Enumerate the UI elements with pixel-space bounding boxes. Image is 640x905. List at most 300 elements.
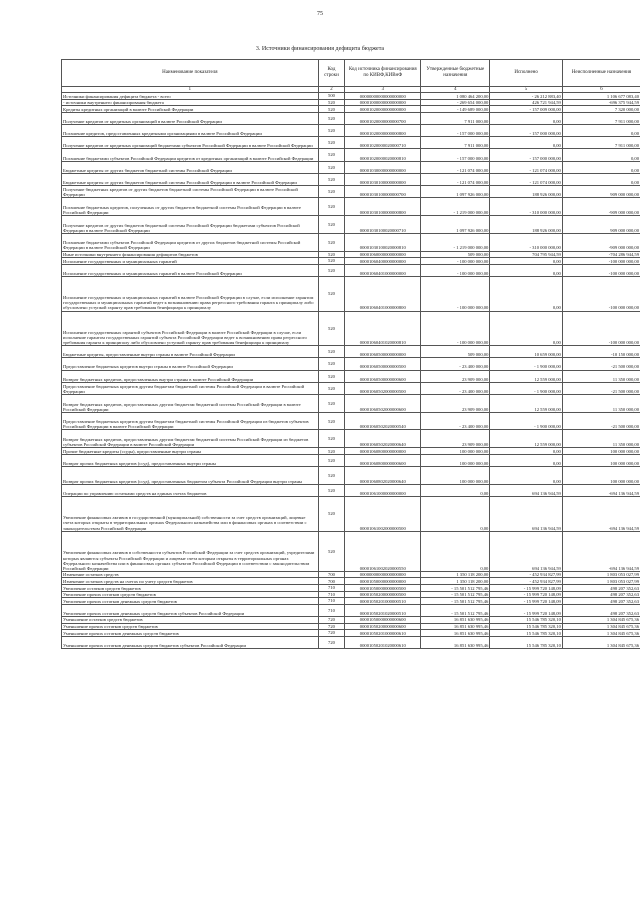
row-approved: 100 000 000,00 (421, 467, 490, 485)
table-row (62, 215, 640, 233)
row-line-code: 520 (318, 382, 345, 394)
table-row (62, 161, 640, 173)
row-source-code: 00001060502000000500 (345, 382, 421, 394)
row-source-code: 00001030100020000810 (345, 233, 421, 251)
row-line-code: 520 (318, 484, 345, 496)
row-name: Уменьшение остатков средств бюджетов (62, 616, 319, 623)
row-name: Предоставление бюджетных кредитов другим бюджетам бюджетной системы Российской Федерации из бюджетов субъектов Российской Федерации в валюте Российской Федерации (62, 412, 319, 430)
row-name: Получение кредитов от кредитных организаций бюджетами субъектов Российской Федерации в валюте Российской Федерации (62, 137, 319, 149)
row-name: - источники внутреннего финансирования бюджета (62, 99, 319, 106)
row-name: Предоставление бюджетных кредитов внутри страны в валюте Российской Федерации (62, 358, 319, 370)
row-name: Возврат бюджетных кредитов, предоставленных другим бюджетам бюджетной системы Российской Федерации из бюджетов субъектов Российской Федерации в валюте Российской Федерации (62, 430, 319, 448)
row-source-code: 00001050000000000600 (345, 616, 421, 623)
row-source-code: 00001050201000000610 (345, 630, 421, 637)
row-unexecuted: -694 136 944,59 (562, 497, 640, 532)
row-source-code: 00001030100000000700 (345, 186, 421, 198)
table-row (62, 430, 640, 448)
column-number: 2 (318, 87, 345, 93)
row-line-code: 520 (318, 99, 345, 106)
row-unexecuted: 0,00 (562, 125, 640, 137)
row-line-code: 720 (318, 623, 345, 630)
row-name: Получение кредитов от других бюджетов бюджетной системы Российской Федерации бюджетами субъектов Российской Федерации в валюте Российской Федерации (62, 215, 319, 233)
row-source-code: 00001020000000000700 (345, 112, 421, 124)
row-line-code: 710 (318, 585, 345, 592)
row-name: Получение бюджетных кредитов от других бюджетов бюджетной системы Российской Федерации в валюте Российской Федерации (62, 186, 319, 198)
row-source-code: 00001030100000000800 (345, 198, 421, 216)
row-line-code: 520 (318, 112, 345, 124)
row-line-code: 720 (318, 630, 345, 637)
header-source-code: Код источника финансирования по КИВФ,КИВнФ (345, 60, 421, 87)
row-unexecuted: -10 150 000,00 (562, 346, 640, 358)
row-approved: - 15 501 512 795,46 (421, 604, 490, 616)
table-row (62, 616, 640, 623)
row-approved: - 15 501 512 795,46 (421, 591, 490, 598)
row-line-code: 520 (318, 251, 345, 258)
row-line-code: 710 (318, 591, 345, 598)
row-approved: 100 000 000,00 (421, 454, 490, 466)
row-source-code: 00001060000000000000 (345, 251, 421, 258)
row-line-code: 710 (318, 604, 345, 616)
table-row (62, 571, 640, 578)
row-approved: - 100 000 000,00 (421, 311, 490, 346)
row-executed: - 310 000 000,00 (490, 233, 563, 251)
row-source-code: 00001050000000000000 (345, 578, 421, 585)
row-line-code: 720 (318, 636, 345, 648)
table-body (62, 93, 640, 649)
row-executed: 15 546 785 320,10 (490, 623, 563, 630)
row-executed: 12 559 000,00 (490, 430, 563, 448)
row-executed: 188 926 000,00 (490, 215, 563, 233)
table-header-row (62, 60, 640, 87)
column-number: 6 (562, 87, 640, 93)
row-unexecuted: -21 500 000,00 (562, 382, 640, 394)
row-line-code: 520 (318, 497, 345, 532)
column-number: 4 (421, 87, 490, 93)
table-row (62, 93, 640, 100)
row-name: Кредиты кредитных организаций в валюте Российской Федерации (62, 106, 319, 113)
row-line-code: 720 (318, 616, 345, 623)
row-name: Увеличение финансовых активов в собственности субъектов Российской Федерации за счет средств организаций, учредителями которых являются субъекты Российской Федерации и лицевые счета которым открыты в территориальных органах Федерального казначейства или в финансовых органах субъектов Российской Федерации в соответствии с законодательством Российской Федерации (62, 531, 319, 571)
row-name: Исполнение государственных и муниципальных гарантий в валюте Российской Федерации в случае, если исполнение гарантом государственных и муниципальных гарантий ведет к возникновению права регрессного требования гаранта к принципалу либо обусловлено уступкой гаранту прав требования бенефициара к принципалу (62, 276, 319, 311)
row-executed: - 1 900 000,00 (490, 412, 563, 430)
table-row (62, 598, 640, 605)
row-unexecuted: 0,00 (562, 161, 640, 173)
row-approved: 1 080 464 200,00 (421, 93, 490, 100)
row-unexecuted: -696 375 944,59 (562, 99, 640, 106)
row-executed: - 26 212 883,40 (490, 93, 563, 100)
row-name: Погашение кредитов, предоставленных кредитными организациями в валюте Российской Федерации (62, 125, 319, 137)
column-number: 1 (62, 87, 319, 93)
row-line-code: 520 (318, 125, 345, 137)
table-row (62, 137, 640, 149)
row-line-code: 520 (318, 430, 345, 448)
row-line-code: 520 (318, 149, 345, 161)
section-title: 3. Источники финансирования дефицита бюджета (255, 46, 385, 52)
row-line-code: 700 (318, 571, 345, 578)
row-name: Источники финансирования дефицита бюджета - всего (62, 93, 319, 100)
row-executed: - 157 000 000,00 (490, 125, 563, 137)
table-row (62, 311, 640, 346)
row-line-code: 520 (318, 186, 345, 198)
row-approved: 16 851 630 995,46 (421, 630, 490, 637)
row-approved: 509 000,00 (421, 346, 490, 358)
row-unexecuted: 1 803 053 027,99 (562, 578, 640, 585)
row-unexecuted: -704 286 944,59 (562, 251, 640, 258)
row-source-code: 00001061002020000550 (345, 531, 421, 571)
row-source-code: 00001030100020000710 (345, 215, 421, 233)
row-unexecuted: -100 000 000,00 (562, 311, 640, 346)
row-approved: 1 097 926 000,00 (421, 215, 490, 233)
table-row (62, 99, 640, 106)
row-name: Прочие бюджетные кредиты (ссуды), предоставленные внутри страны (62, 448, 319, 455)
row-line-code: 500 (318, 93, 345, 100)
row-source-code: 00001030100000000000 (345, 173, 421, 185)
row-unexecuted: -694 136 944,59 (562, 531, 640, 571)
row-source-code: 00001000000000000000 (345, 99, 421, 106)
row-unexecuted: 11 350 000,00 (562, 370, 640, 382)
table-row (62, 125, 640, 137)
row-executed: 15 546 785 320,10 (490, 630, 563, 637)
row-executed: 0,00 (490, 448, 563, 455)
row-executed: 12 559 000,00 (490, 370, 563, 382)
row-name: Увеличение прочих остатков денежных средств бюджетов (62, 598, 319, 605)
column-number: 3 (345, 87, 421, 93)
table-row (62, 585, 640, 592)
table-row (62, 578, 640, 585)
row-executed: 694 136 944,59 (490, 484, 563, 496)
row-unexecuted: 7 911 000,00 (562, 137, 640, 149)
row-executed: - 310 000 000,00 (490, 198, 563, 216)
row-name: Бюджетные кредиты, предоставленные внутри страны в валюте Российской Федерации (62, 346, 319, 358)
row-name: Исполнение государственных гарантий субъектов Российской Федерации в валюте Российской Федерации в случае, если исполнение гарантом государственных гарантий субъекта Российской Федерации ведет к возникновению права регрессного требования гаранта к принципалу либо обусловлено уступкой гаранту прав требования бенефициара к принципалу (62, 311, 319, 346)
table-row (62, 173, 640, 185)
row-source-code: 00001060802020000640 (345, 467, 421, 485)
row-executed: 0,00 (490, 258, 563, 265)
row-approved: 7 911 000,00 (421, 112, 490, 124)
table-row (62, 531, 640, 571)
row-unexecuted: 1 304 845 675,36 (562, 630, 640, 637)
row-name: Получение кредитов от кредитных организаций в валюте Российской Федерации (62, 112, 319, 124)
row-name: Уменьшение прочих остатков денежных средств бюджетов субъектов Российской Федерации (62, 636, 319, 648)
row-approved: 7 911 000,00 (421, 137, 490, 149)
row-source-code: 00001060800000000600 (345, 454, 421, 466)
row-line-code: 520 (318, 311, 345, 346)
row-executed: - 157 000 000,00 (490, 149, 563, 161)
row-executed: - 15 999 720 148,09 (490, 585, 563, 592)
row-source-code: 00001050200000000500 (345, 591, 421, 598)
row-approved: 23 909 000,00 (421, 370, 490, 382)
row-unexecuted: 100 000 000,00 (562, 448, 640, 455)
row-name: Возврат прочих бюджетных кредитов (ссуд), предоставленных бюджетом субъекта Российской Федерации внутри страны (62, 467, 319, 485)
row-unexecuted: 498 207 352,63 (562, 598, 640, 605)
row-line-code: 520 (318, 215, 345, 233)
row-approved: - 121 074 000,00 (421, 161, 490, 173)
row-executed: 15 546 785 320,10 (490, 636, 563, 648)
table-row (62, 264, 640, 276)
row-approved: - 23 400 000,00 (421, 358, 490, 370)
row-source-code: 00001060500000000500 (345, 358, 421, 370)
table-row (62, 604, 640, 616)
row-source-code: 00000000000000000000 (345, 93, 421, 100)
row-name: Погашение бюджетами субъектов Российской Федерации кредитов от других бюджетов бюджетной системы Российской Федерации в валюте Российской Федерации (62, 233, 319, 251)
row-line-code: 520 (318, 448, 345, 455)
row-source-code: 00001020000020000810 (345, 149, 421, 161)
row-line-code: 520 (318, 531, 345, 571)
row-source-code: 00001050201020000610 (345, 636, 421, 648)
row-unexecuted: 11 350 000,00 (562, 430, 640, 448)
row-executed: 426 721 944,59 (490, 99, 563, 106)
table-row (62, 233, 640, 251)
row-source-code: 00001060500000000600 (345, 370, 421, 382)
row-name: Увеличение прочих остатков средств бюджетов (62, 591, 319, 598)
header-executed: Исполнено (490, 60, 563, 87)
row-name: Возврат бюджетных кредитов, предоставленных другим бюджетам бюджетной системы Российской Федерации в валюте Российской Федерации (62, 394, 319, 412)
row-approved: 16 851 630 995,46 (421, 636, 490, 648)
row-source-code: 00001060401000000800 (345, 276, 421, 311)
row-name: Исполнение государственных и муниципальных гарантий в валюте Российской Федерации (62, 264, 319, 276)
table-row (62, 412, 640, 430)
row-name: Увеличение остатков средств бюджетов (62, 585, 319, 592)
row-source-code: 00001050200000000600 (345, 623, 421, 630)
row-approved: - 23 400 000,00 (421, 412, 490, 430)
row-executed: 12 559 000,00 (490, 394, 563, 412)
row-line-code: 520 (318, 264, 345, 276)
row-unexecuted: -909 000 000,00 (562, 233, 640, 251)
header-indicator-name: Наименование показателя (62, 60, 319, 87)
row-executed: 694 136 944,59 (490, 497, 563, 532)
table-row (62, 591, 640, 598)
row-source-code: 00001060502020000540 (345, 412, 421, 430)
table-row (62, 186, 640, 198)
row-source-code: 00001050201020000510 (345, 604, 421, 616)
row-approved: - 1 219 000 000,00 (421, 233, 490, 251)
row-approved: 100 000 000,00 (421, 448, 490, 455)
table-row (62, 346, 640, 358)
row-line-code: 520 (318, 276, 345, 311)
row-approved: - 100 000 000,00 (421, 264, 490, 276)
row-executed: 704 795 944,59 (490, 251, 563, 258)
row-executed: - 15 999 720 148,09 (490, 604, 563, 616)
row-approved: 23 909 000,00 (421, 430, 490, 448)
row-unexecuted: -100 000 000,00 (562, 276, 640, 311)
row-name: Уменьшение прочих остатков денежных средств бюджетов (62, 630, 319, 637)
header-unexecuted: Неисполненные назначения (562, 60, 640, 87)
row-line-code: 520 (318, 137, 345, 149)
row-unexecuted: 1 304 845 675,36 (562, 636, 640, 648)
row-source-code: 00001050000000000500 (345, 585, 421, 592)
row-line-code: 520 (318, 412, 345, 430)
row-line-code: 520 (318, 173, 345, 185)
table-row (62, 623, 640, 630)
table-row (62, 467, 640, 485)
table-row (62, 251, 640, 258)
row-name: Возврат бюджетных кредитов, предоставленных внутри страны в валюте Российской Федерации (62, 370, 319, 382)
row-name: Погашение бюджетных кредитов, полученных от других бюджетов бюджетной системы Российской Федерации в валюте Российской Федерации (62, 198, 319, 216)
row-approved: 16 851 630 995,46 (421, 623, 490, 630)
page-number: 75 (317, 11, 323, 17)
row-line-code: 520 (318, 394, 345, 412)
row-source-code: 00001061000000000000 (345, 484, 421, 496)
row-source-code: 00001060401020000810 (345, 311, 421, 346)
row-approved: 509 000,00 (421, 251, 490, 258)
table-row (62, 358, 640, 370)
row-unexecuted: 100 000 000,00 (562, 454, 640, 466)
row-name: Изменение остатков средств на счетах по учету средств бюджетов (62, 578, 319, 585)
row-unexecuted: 0,00 (562, 173, 640, 185)
table-row (62, 106, 640, 113)
row-executed: - 15 999 720 148,09 (490, 598, 563, 605)
table-row (62, 112, 640, 124)
table-row (62, 484, 640, 496)
row-source-code: 00001050201000000510 (345, 598, 421, 605)
row-executed: 15 546 785 320,10 (490, 616, 563, 623)
table-row (62, 198, 640, 216)
row-executed: 0,00 (490, 276, 563, 311)
financing-sources-table (61, 59, 640, 649)
row-name: Бюджетные кредиты от других бюджетов бюджетной системы Российской Федерации в валюте Российской Федерации (62, 173, 319, 185)
row-unexecuted: 909 000 000,00 (562, 215, 640, 233)
row-unexecuted: -100 000 000,00 (562, 258, 640, 265)
row-executed: - 121 074 000,00 (490, 161, 563, 173)
row-unexecuted: 1 803 053 027,99 (562, 571, 640, 578)
table-row (62, 636, 640, 648)
row-source-code: 00001060500000000000 (345, 346, 421, 358)
row-approved: 1 350 118 200,00 (421, 578, 490, 585)
row-executed: 0,00 (490, 467, 563, 485)
row-unexecuted: 498 207 352,63 (562, 604, 640, 616)
row-approved: - 23 400 000,00 (421, 382, 490, 394)
row-unexecuted: 498 207 352,63 (562, 591, 640, 598)
table-row (62, 382, 640, 394)
row-approved: - 100 000 000,00 (421, 258, 490, 265)
row-executed: 0,00 (490, 264, 563, 276)
row-line-code: 520 (318, 370, 345, 382)
row-unexecuted: -21 500 000,00 (562, 358, 640, 370)
row-line-code: 520 (318, 106, 345, 113)
row-approved: - 100 000 000,00 (421, 276, 490, 311)
row-unexecuted: 1 304 845 675,36 (562, 623, 640, 630)
table-row (62, 497, 640, 532)
row-executed: - 1 900 000,00 (490, 358, 563, 370)
row-unexecuted: -909 000 000,00 (562, 198, 640, 216)
row-name: Предоставление бюджетных кредитов другим бюджетам бюджетной системы Российской Федерации в валюте Российской Федерации (62, 382, 319, 394)
row-approved: 0,00 (421, 531, 490, 571)
row-approved: - 157 000 000,00 (421, 149, 490, 161)
row-name: Изменение остатков средств (62, 571, 319, 578)
row-approved: 1 350 118 200,00 (421, 571, 490, 578)
row-executed: 188 926 000,00 (490, 186, 563, 198)
row-source-code: 00001030000000000000 (345, 161, 421, 173)
row-unexecuted: 100 000 000,00 (562, 467, 640, 485)
row-approved: 0,00 (421, 497, 490, 532)
row-line-code: 520 (318, 161, 345, 173)
row-executed: 0,00 (490, 311, 563, 346)
row-name: Исполнение государственных и муниципальных гарантий (62, 258, 319, 265)
row-name: Увеличение прочих остатков денежных средств бюджетов субъектов Российской Федерации (62, 604, 319, 616)
row-approved: - 15 501 512 795,46 (421, 585, 490, 592)
row-unexecuted: 0,00 (562, 149, 640, 161)
row-unexecuted: -100 000 000,00 (562, 264, 640, 276)
row-executed: - 15 999 720 148,09 (490, 591, 563, 598)
row-approved: - 269 654 000,00 (421, 99, 490, 106)
row-executed: 0,00 (490, 454, 563, 466)
row-source-code: 00001020000020000710 (345, 137, 421, 149)
row-unexecuted: 1 106 677 083,40 (562, 93, 640, 100)
row-source-code: 00001060401000000000 (345, 264, 421, 276)
row-unexecuted: 909 000 000,00 (562, 186, 640, 198)
row-executed: - 452 934 827,99 (490, 578, 563, 585)
table-row (62, 276, 640, 311)
row-line-code: 710 (318, 598, 345, 605)
row-line-code: 520 (318, 258, 345, 265)
row-approved: 0,00 (421, 484, 490, 496)
row-unexecuted: -21 500 000,00 (562, 412, 640, 430)
row-name: Погашение бюджетами субъектов Российской Федерации кредитов от кредитных организаций в валюте Российской Федерации (62, 149, 319, 161)
row-name: Увеличение финансовых активов в государственной (муниципальной) собственности за счет средств организаций, лицевые счета которых открыты в территориальных органах Федерального казначейства или в финансовых органах в соответствии с законодательством Российской Федерации (62, 497, 319, 532)
table-row (62, 448, 640, 455)
row-executed: 0,00 (490, 137, 563, 149)
row-unexecuted: 1 304 845 675,36 (562, 616, 640, 623)
row-source-code: 00001061002000000500 (345, 497, 421, 532)
table-row (62, 258, 640, 265)
row-executed: - 157 009 000,00 (490, 106, 563, 113)
table-row (62, 149, 640, 161)
row-unexecuted: 498 207 352,63 (562, 585, 640, 592)
row-approved: 23 909 000,00 (421, 394, 490, 412)
row-unexecuted: -694 136 944,59 (562, 484, 640, 496)
row-line-code: 520 (318, 346, 345, 358)
row-executed: 0,00 (490, 112, 563, 124)
table-row (62, 630, 640, 637)
row-source-code: 00000000000000000000 (345, 571, 421, 578)
row-approved: - 149 689 000,00 (421, 106, 490, 113)
row-executed: 10 659 000,00 (490, 346, 563, 358)
row-executed: - 121 074 000,00 (490, 173, 563, 185)
row-line-code: 520 (318, 233, 345, 251)
row-line-code: 520 (318, 467, 345, 485)
row-unexecuted: 11 350 000,00 (562, 394, 640, 412)
header-line-code: Код строки (318, 60, 345, 87)
row-executed: - 1 900 000,00 (490, 382, 563, 394)
row-source-code: 00001020000000000000 (345, 106, 421, 113)
row-executed: - 452 934 827,99 (490, 571, 563, 578)
row-unexecuted: 7 320 000,00 (562, 106, 640, 113)
row-executed: 694 136 944,59 (490, 531, 563, 571)
header-approved: Утвержденные бюджетные назначения (421, 60, 490, 87)
row-approved: 1 097 926 000,00 (421, 186, 490, 198)
row-unexecuted: 7 911 000,00 (562, 112, 640, 124)
row-line-code: 520 (318, 198, 345, 216)
row-name: Возврат прочих бюджетных кредитов (ссуд), предоставленных внутри страны (62, 454, 319, 466)
row-name: Уменьшение прочих остатков средств бюджетов (62, 623, 319, 630)
row-line-code: 520 (318, 358, 345, 370)
row-source-code: 00001060502000000600 (345, 394, 421, 412)
row-approved: - 15 501 512 795,46 (421, 598, 490, 605)
column-number: 5 (490, 87, 563, 93)
row-source-code: 00001020000000000800 (345, 125, 421, 137)
row-approved: - 121 074 000,00 (421, 173, 490, 185)
row-source-code: 00001060502020000640 (345, 430, 421, 448)
row-source-code: 00001060400000000000 (345, 258, 421, 265)
row-name: Операции по управлению остатками средств на единых счетах бюджетов (62, 484, 319, 496)
row-approved: - 157 000 000,00 (421, 125, 490, 137)
row-line-code: 520 (318, 454, 345, 466)
row-name: Бюджетные кредиты от других бюджетов бюджетной системы Российской Федерации (62, 161, 319, 173)
table-row (62, 370, 640, 382)
row-source-code: 00001060800000000000 (345, 448, 421, 455)
row-approved: - 1 219 000 000,00 (421, 198, 490, 216)
row-line-code: 700 (318, 578, 345, 585)
